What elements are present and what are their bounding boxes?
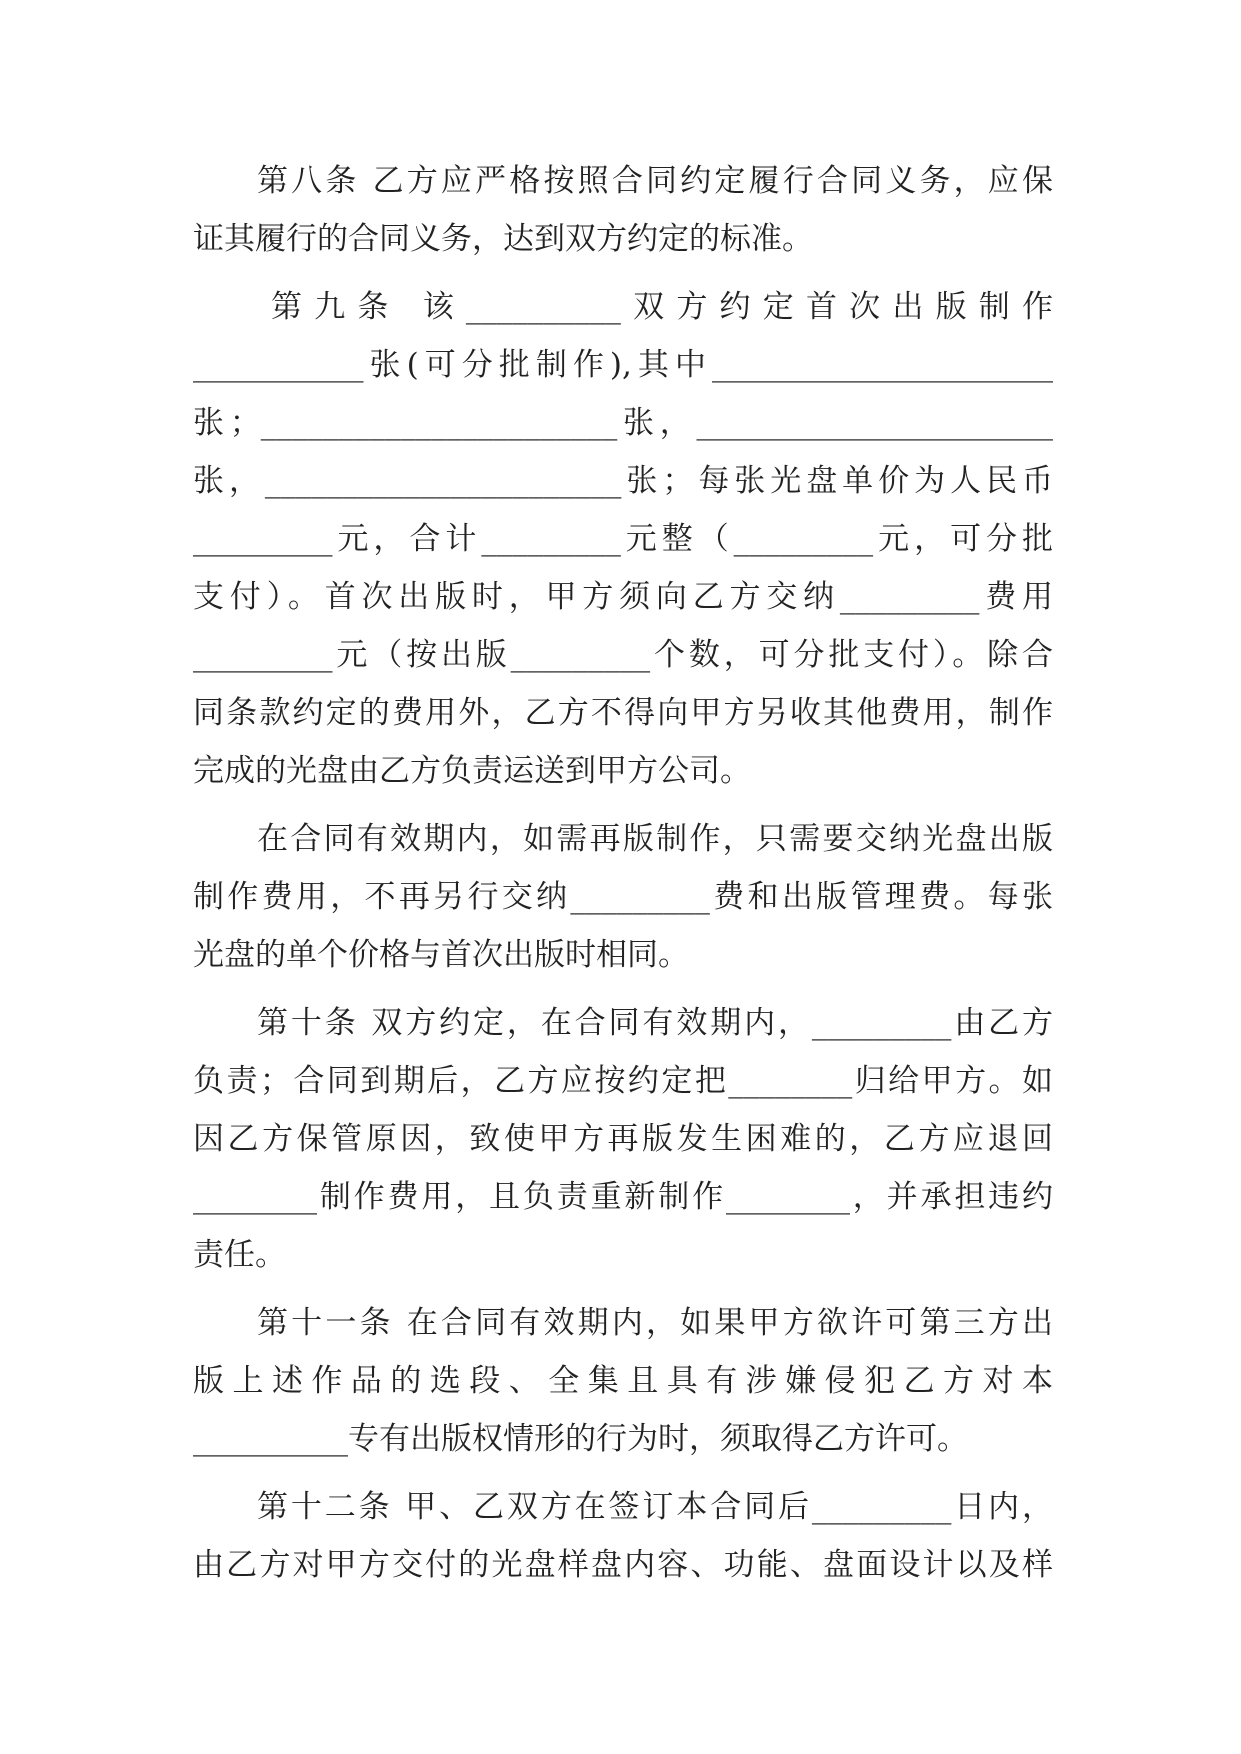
article-10-line-4: ________制作费用，且负责重新制作________，并承担违约	[193, 1179, 1053, 1215]
article-11-line-3: __________专有出版权情形的行为时，须取得乙方许可。	[193, 1421, 968, 1457]
article-8-line-2: 证其履行的合同义务，达到双方约定的标准。	[193, 221, 813, 257]
article-9-line-1: 第九条 该__________双方约定首次出版制作	[271, 289, 1053, 325]
article-10-line-1: 第十条 双方约定，在合同有效期内，_________由乙方	[257, 1005, 1053, 1041]
paragraph-gap	[193, 800, 1053, 810]
paragraph-gap	[193, 268, 1053, 278]
article-10-line-3: 因乙方保管原因，致使甲方再版发生困难的，乙方应退回	[193, 1121, 1053, 1157]
article-11-line-1: 第十一条 在合同有效期内，如果甲方欲许可第三方出	[257, 1305, 1053, 1341]
paragraph-gap	[193, 984, 1053, 994]
reissue-line-2: 制作费用，不再另行交纳_________费和出版管理费。每张	[193, 879, 1053, 915]
reissue-line-3: 光盘的单个价格与首次出版时相同。	[193, 937, 689, 973]
article-9-line-9: 完成的光盘由乙方负责运送到甲方公司。	[193, 753, 751, 789]
article-9-line-7: _________元（按出版_________个数，可分批支付）。除合	[193, 637, 1053, 673]
paragraph-gap	[193, 1468, 1053, 1478]
article-9-line-3: 张；_______________________张，_______________________	[193, 405, 1053, 441]
article-12-line-2: 由乙方对甲方交付的光盘样盘内容、功能、盘面设计以及样	[193, 1547, 1053, 1583]
paragraph-gap	[193, 1284, 1053, 1294]
article-11-line-2: 版上述作品的选段、全集且具有涉嫌侵犯乙方对本	[193, 1363, 1053, 1399]
article-9-line-6: 支付）。首次出版时，甲方须向乙方交纳_________费用	[193, 579, 1053, 615]
contract-body	[193, 152, 1053, 1594]
article-9-line-8: 同条款约定的费用外，乙方不得向甲方另收其他费用，制作	[193, 695, 1053, 731]
article-10-line-2: 负责；合同到期后，乙方应按约定把________归给甲方。如	[193, 1063, 1053, 1099]
article-9-line-4: 张，_______________________张；每张光盘单价为人民币	[193, 463, 1053, 499]
article-8-line-1: 第八条 乙方应严格按照合同约定履行合同义务，应保	[257, 163, 1053, 199]
reissue-line-1: 在合同有效期内，如需再版制作，只需要交纳光盘出版	[257, 821, 1053, 857]
article-12-line-1: 第十二条 甲、乙双方在签订本合同后_________日内，	[257, 1489, 1053, 1525]
article-9-line-5: _________元，合计_________元整（_________元，可分批	[193, 521, 1053, 557]
article-10-line-5: 责任。	[193, 1237, 286, 1273]
article-9-line-2: ___________张(可分批制作),其中______________________	[193, 347, 1053, 383]
